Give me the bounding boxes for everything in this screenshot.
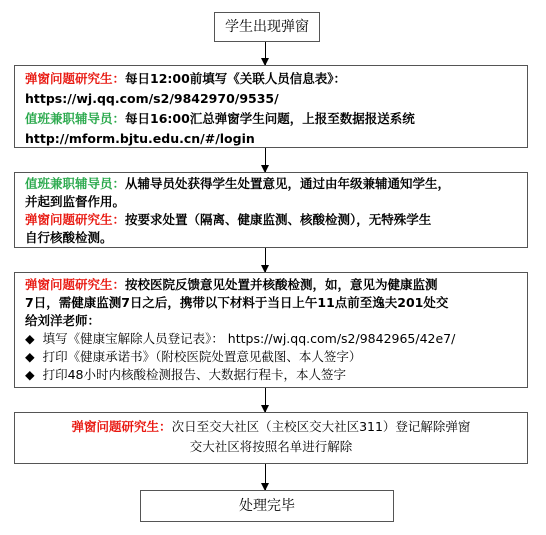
arrow-4 — [265, 388, 266, 412]
bullet-diamond-icon: ◆ — [25, 367, 35, 382]
report-url-1: https://wj.qq.com/s2/9842970/9535/ — [25, 91, 279, 106]
materials-item — [25, 330, 519, 348]
bullet-diamond-icon: ◆ — [25, 331, 35, 346]
report-url-2: http://mform.bjtu.edu.cn/#/login — [25, 131, 255, 146]
materials-item-text: 打印48小时内核酸检测报告、大数据行程卡，本人签字 — [42, 367, 346, 382]
role-student-label: 弹窗问题研究生： — [25, 71, 126, 86]
arrow-3 — [265, 248, 266, 272]
materials-line-2: 7日，需健康监测7日之后，携带以下材料于当日上午11点前至逸夫201处交 — [25, 295, 449, 310]
release-line-2: 交大社区将按照名单进行解除 — [189, 439, 353, 454]
role-counselor-label: 值班兼职辅导员： — [25, 111, 126, 126]
notify-line-2a: 按要求处置（隔离、健康监测、核酸检测），无特殊学生 — [125, 212, 432, 227]
materials-item — [25, 366, 519, 384]
materials-item-text: 打印《健康承诺书》（附校医院处置意见截图、本人签字） — [42, 349, 362, 364]
step-start-box — [214, 12, 320, 42]
step-materials-box — [14, 272, 528, 388]
role-student-label: 弹窗问题研究生： — [25, 277, 126, 292]
report-line-1: 每日12:00前填写《关联人员信息表》： — [125, 71, 347, 86]
step-notify-box — [14, 172, 528, 248]
role-counselor-label: 值班兼职辅导员： — [25, 176, 126, 191]
materials-item — [25, 348, 519, 366]
report-line-2: 每日16:00汇总弹窗学生问题，上报至数据报送系统 — [125, 111, 415, 126]
step-end-label: 处理完毕 — [239, 498, 295, 514]
materials-line-1: 按校医院反馈意见处置并核酸检测，如，意见为健康监测 — [125, 277, 438, 292]
step-report-box — [14, 65, 528, 148]
role-student-label: 弹窗问题研究生： — [71, 419, 172, 434]
materials-item-text: 填写《健康宝解除人员登记表》： https://wj.qq.com/s2/9842965/42e7/ — [42, 331, 456, 346]
arrow-5 — [265, 464, 266, 490]
arrow-1 — [265, 42, 266, 65]
bullet-diamond-icon: ◆ — [25, 349, 35, 364]
notify-line-1b: 并起到监督作用。 — [25, 194, 126, 209]
role-student-label: 弹窗问题研究生： — [25, 212, 126, 227]
arrow-2 — [265, 148, 266, 172]
step-start-label: 学生出现弹窗 — [225, 19, 309, 35]
step-release-box — [14, 412, 528, 464]
notify-line-2b: 自行核酸检测。 — [25, 230, 113, 245]
step-end-box — [140, 490, 394, 522]
materials-line-3: 给刘洋老师： — [25, 313, 101, 328]
release-line-1: 次日至交大社区（主校区交大社区311）登记解除弹窗 — [171, 419, 471, 434]
notify-line-1a: 从辅导员处获得学生处置意见，通过由年级兼辅通知学生， — [125, 176, 451, 191]
